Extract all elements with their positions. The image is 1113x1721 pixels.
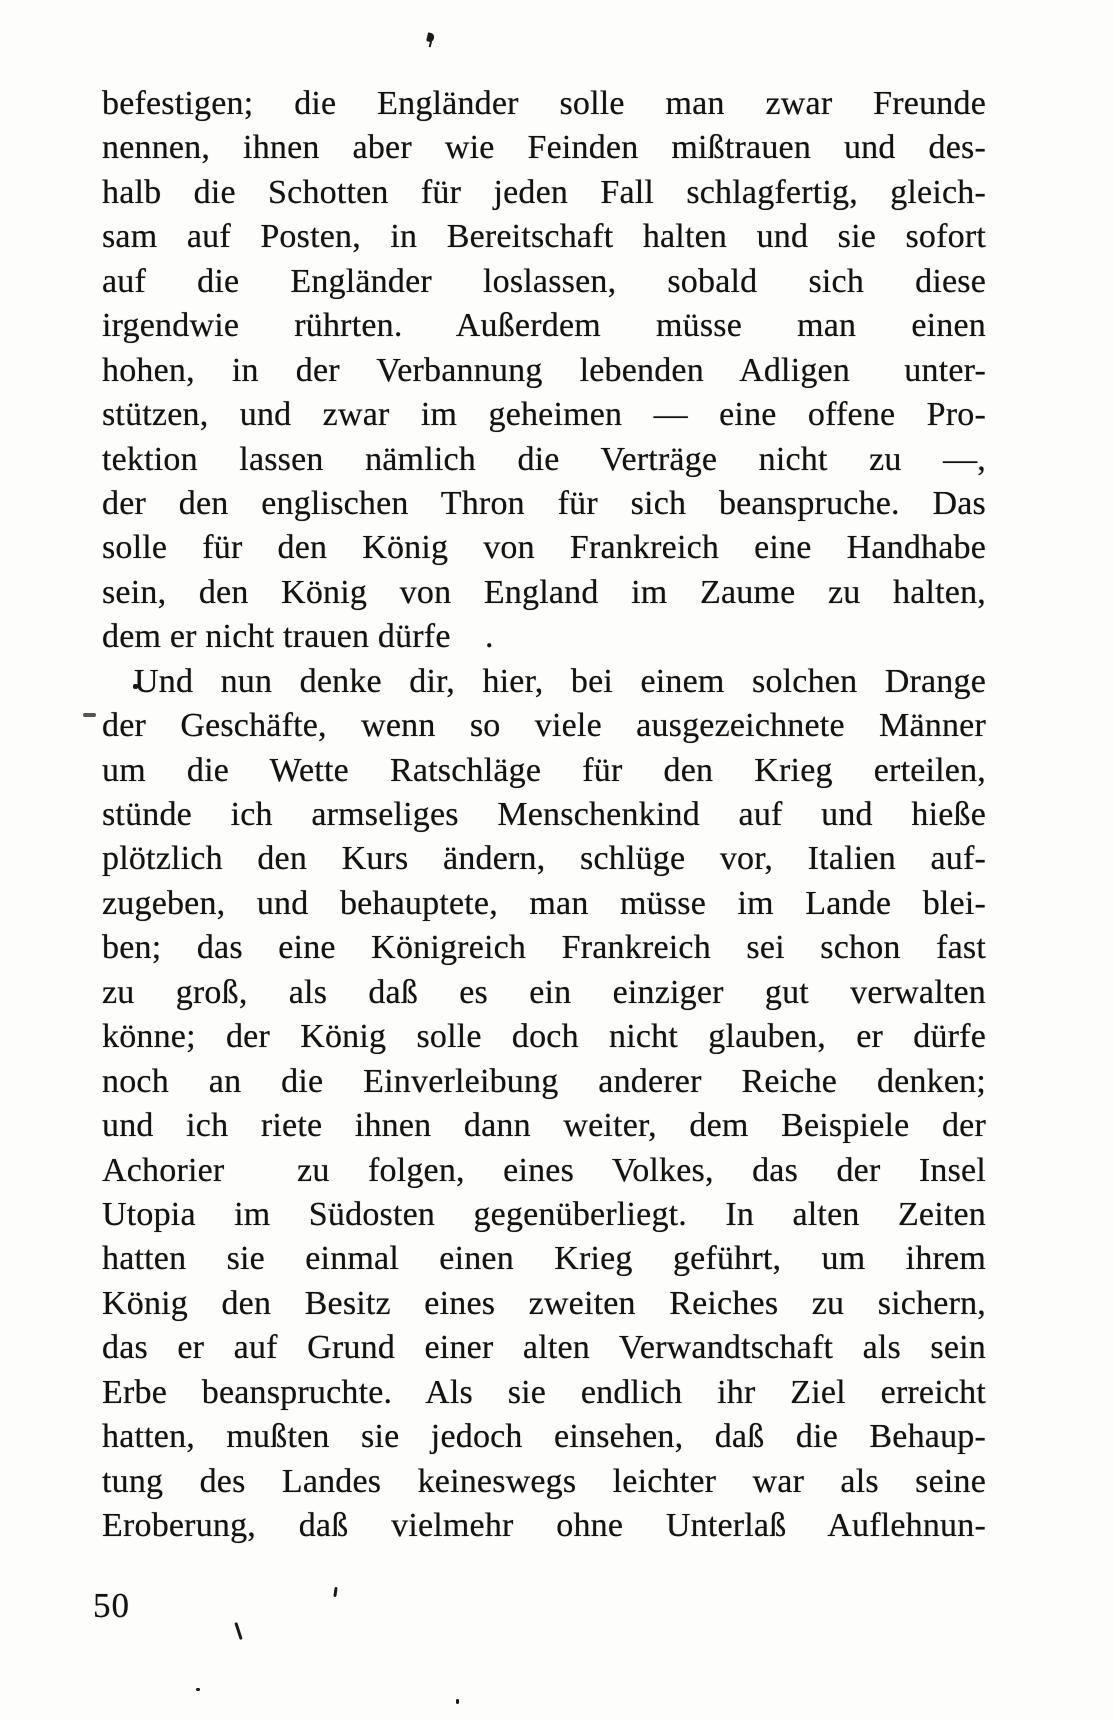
text-line: zu groß, als daß es ein einziger gut verwalten: [102, 973, 986, 1011]
ink-speck-top: [426, 32, 435, 42]
text-line: stünde ich armseliges Menschenkind auf und hieße: [102, 796, 986, 833]
text-line: stützen, und zwar im geheimen — eine offene Pro-: [102, 396, 986, 434]
text-line: und ich riete ihnen dann weiter, dem Beispiele der: [102, 1107, 986, 1145]
text-line: Achorier zu folgen, eines Volkes, das der Insel: [102, 1151, 986, 1189]
text-line: hohen, in der Verbannung lebenden Adligen unter-: [102, 351, 986, 389]
text-line: der den englischen Thron für sich beanspruche. Das: [102, 484, 986, 522]
text-line: das er auf Grund einer alten Verwandtschaft als sein: [102, 1329, 986, 1367]
ink-speck-backslash: [234, 1622, 242, 1640]
text-line: ben; das eine Königreich Frankreich sei schon fast: [102, 929, 986, 967]
text-line: Erbe beanspruchte. Als sie endlich ihr Ziel erreicht: [102, 1373, 986, 1411]
text-line: hatten, mußten sie jedoch einsehen, daß die Behaup-: [102, 1418, 986, 1456]
text-line: Utopia im Südosten gegenüberliegt. In alten Zeiten: [102, 1195, 986, 1233]
text-line: halb die Schotten für jeden Fall schlagfertig, gleich-: [102, 173, 986, 211]
text-line: dem er nicht trauen dürfe .: [102, 618, 494, 656]
text-line: König den Besitz eines zweiten Reiches zu sichern,: [102, 1284, 986, 1322]
ink-speck-dot-a: [196, 1688, 200, 1691]
text-line: zugeben, und behauptete, man müsse im Lande blei-: [102, 884, 986, 922]
text-line: könne; der König solle doch nicht glauben, er dürfe: [102, 1018, 986, 1056]
text-line: sein, den König von England im Zaume zu halten,: [102, 573, 986, 611]
text-line: hatten sie einmal einen Krieg geführt, um ihrem: [102, 1240, 986, 1278]
text-line: plötzlich den Kurs ändern, schlüge vor, Italien auf-: [102, 840, 986, 878]
text-line: tektion lassen nämlich die Verträge nicht zu —,: [102, 440, 986, 478]
text-line: auf die Engländer loslassen, sobald sich diese: [102, 262, 986, 300]
text-line: der Geschäfte, wenn so viele ausgezeichnete Männer: [102, 707, 986, 745]
ink-speck-apostrophe: [333, 1587, 337, 1597]
text-line: befestigen; die Engländer solle man zwar Freunde: [102, 85, 986, 122]
body-text: [102, 82, 986, 1548]
text-line: nennen, ihnen aber wie Feinden mißtrauen und des-: [102, 129, 986, 167]
page-number: 50: [93, 1586, 130, 1625]
text-line: um die Wette Ratschläge für den Krieg erteilen,: [102, 751, 986, 789]
text-line: Eroberung, daß vielmehr ohne Unterlaß Auflehnun-: [102, 1507, 986, 1544]
ink-speck-dot-b: [456, 1699, 459, 1704]
text-line: Und nun denke dir, hier, bei einem solchen Drange: [134, 662, 986, 700]
text-line: solle für den König von Frankreich eine Handhabe: [102, 529, 986, 567]
text-line: sam auf Posten, in Bereitschaft halten und sie sofort: [102, 218, 986, 256]
text-line: irgendwie rührten. Außerdem müsse man einen: [102, 307, 986, 345]
ink-speck-margin: [83, 713, 96, 717]
text-line: noch an die Einverleibung anderer Reiche denken;: [102, 1062, 986, 1100]
text-line: tung des Landes keineswegs leichter war als seine: [102, 1462, 986, 1500]
